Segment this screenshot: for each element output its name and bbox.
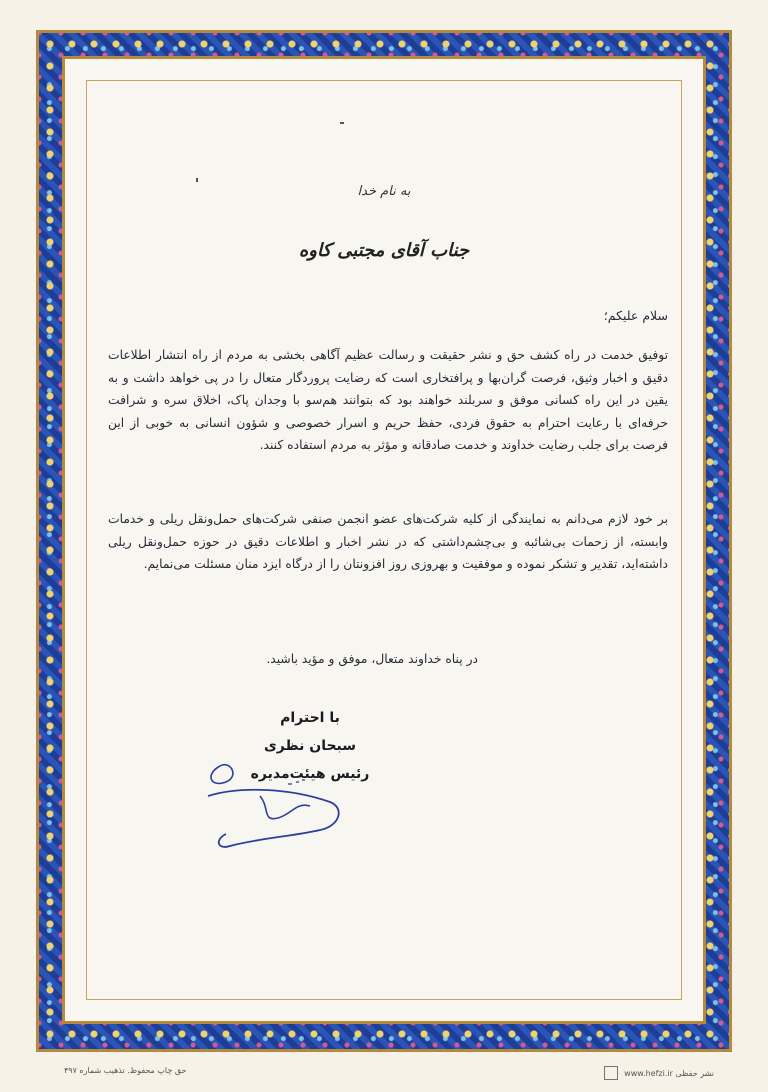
page-footer (0, 1062, 768, 1082)
footer-publisher-text: نشر حفظی www.hefzi.ir (624, 1068, 714, 1078)
footer-copyright: حق چاپ محفوظ. تذهیب شماره ۴۹۷ (64, 1066, 187, 1075)
handwritten-signature (200, 756, 350, 866)
basmala-heading: به نام خدا (357, 184, 411, 199)
publisher-logo-icon (604, 1066, 618, 1080)
letter-body (100, 100, 668, 960)
recipient-heading: جناب آقای مجتبی کاوه (298, 240, 470, 261)
regards-text: با احترام (280, 710, 340, 726)
closing-line: در پناه خداوند متعال، موفق و مؤید باشید. (266, 652, 478, 666)
signer-name: سبحان نظری (263, 738, 357, 754)
signer-title: رئیس هیئت‌مدیره (250, 766, 370, 782)
paragraph-2: بر خود لازم می‌دانم به نمایندگی از کلیه شرکت‌های عضو انجمن صنفی شرکت‌های حمل‌ونقل ریلی و خدمات وابسته، از زحمات بی‌شائبه و بی‌چشم‌داشتی که در نشر اخبار و اطلاعات دقیق در حوزه حمل‌ونقل ریلی داشته‌اید، تقدیر و تشکر نموده و موفقیت و بهروزی روز افزونتان را از درگاه ایزد منان مسئلت می‌نمایم. (108, 512, 668, 571)
paragraph-1: توفیق خدمت در راه کشف حق و نشر حقیقت و رسالت عظیم آگاهی بخشی به مردم از راه انتشار اطلاعات دقیق و اخبار وثیق، فرصت گران‌بها و پرافتخاری است که رضایت پروردگار متعال را در پی خواهد داشت و به یقین در این راه کسانی موفق و سربلند خواهند بود که بتوانند هم‌سو با وجدان پاک، اخلاق سره و شرافت حرفه‌ای با رعایت احترام به حقوق فردی، حفظ حریم و اسرار خصوصی و شؤون انسانی به خوبی از این فرصت برای جلب رضایت خداوند و خدمت صادقانه و مؤثر به مردم استفاده کنند. (108, 348, 668, 452)
greeting: سلام علیکم؛ (603, 308, 668, 323)
footer-publisher (604, 1066, 714, 1080)
